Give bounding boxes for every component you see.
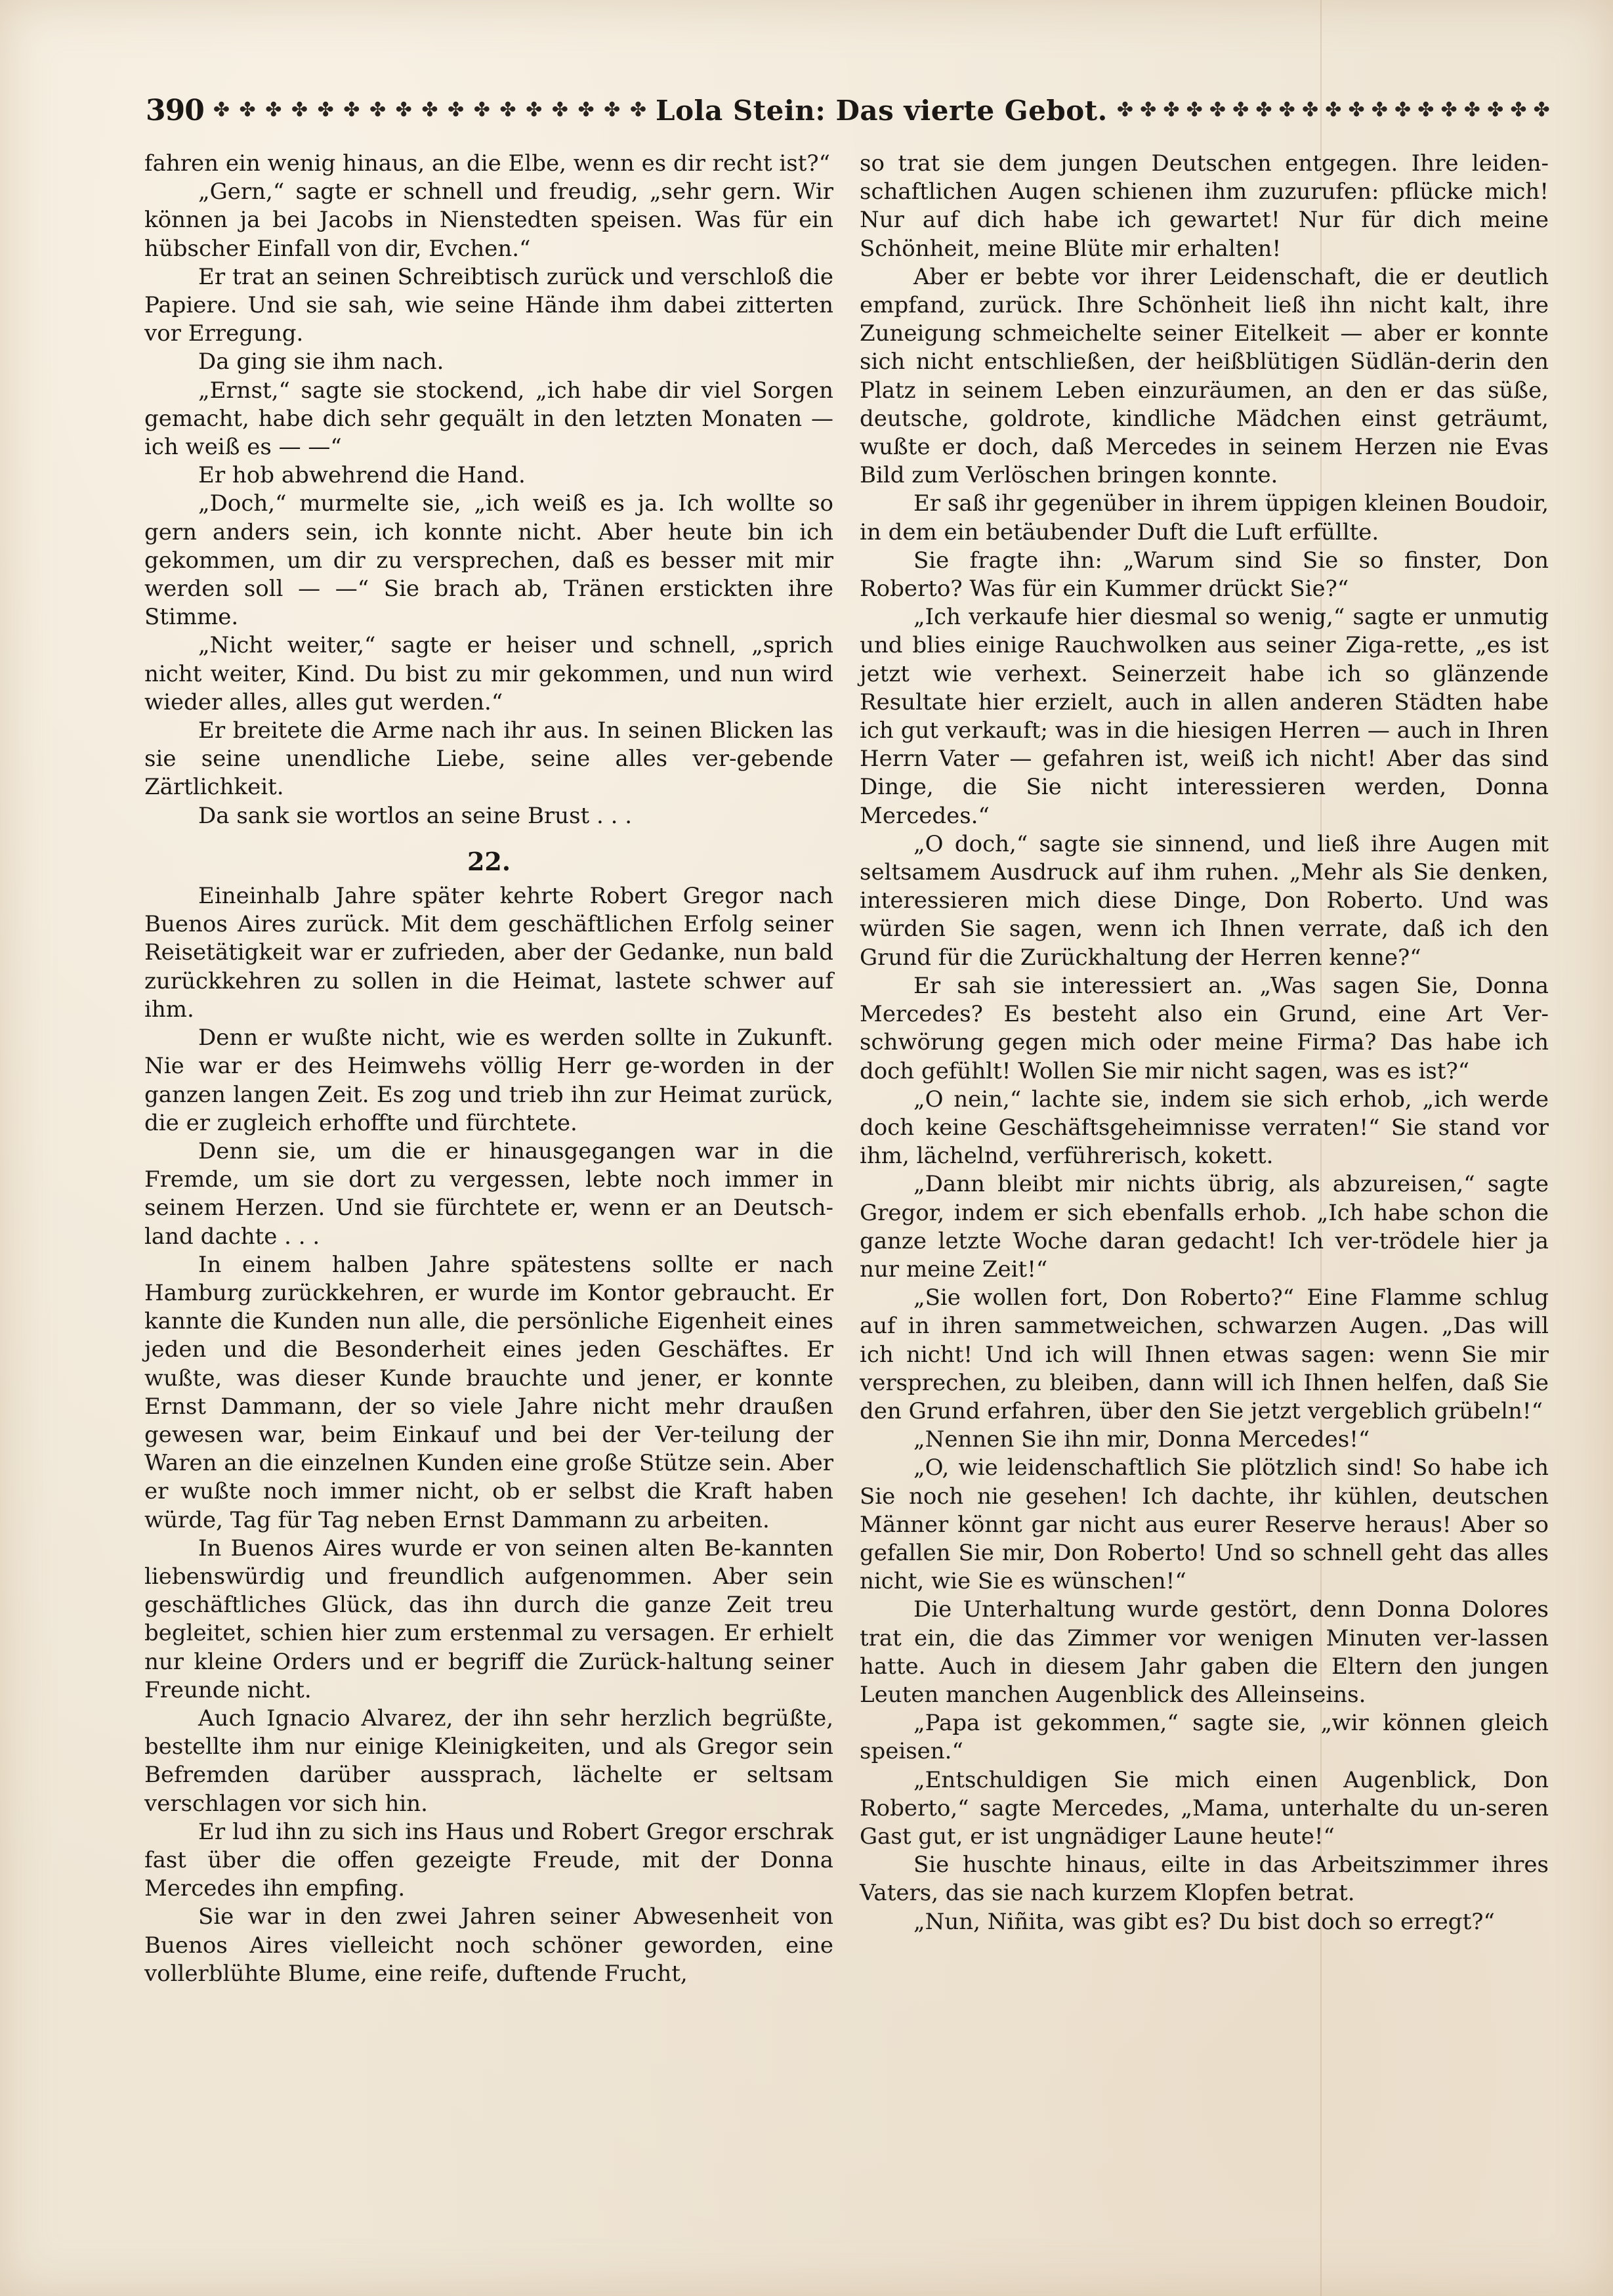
paragraph: „Gern,“ sagte er schnell und freudig, „sehr gern. Wir können ja bei Jacobs in Nienstedten speisen. Was für ein hübscher Einfall von dir, Evchen.“ (144, 179, 833, 262)
quatrefoil-ornament-icon: ✤ (1301, 100, 1319, 121)
paragraph: „O, wie leidenschaftlich Sie plötzlich sind! So habe ich Sie noch nie gesehen! Ich dachte, ihr kühlen, deutschen Männer könnt gar nicht aus eurer Reserve heraus! Aber so gefallen Sie mir, Don Roberto! Und so schnell geht das alles nicht, wie Sie es wünschen!“ (860, 1455, 1549, 1595)
paragraph: „Sie wollen fort, Don Roberto?“ Eine Flamme schlug auf in ihren sammetweichen, schwarzen Augen. „Das will ich nicht! Und ich will Ihnen etwas sagen: wenn Sie mir versprechen, zu bleiben, dann will ich Ihnen helfen, daß Sie den Grund erfahren, über den Sie jetzt vergeblich grübeln!“ (860, 1285, 1549, 1424)
text-column-right (860, 150, 1549, 1936)
paragraph-group-right (860, 150, 1549, 1936)
ornament-rule-right (1117, 100, 1550, 121)
quatrefoil-ornament-icon: ✤ (1278, 100, 1295, 121)
quatrefoil-ornament-icon: ✤ (369, 100, 387, 121)
paragraph: In Buenos Aires wurde er von seinen alten Be-kannten liebenswürdig und freundlich aufgenommen. Aber sein geschäftliches Glück, das ihn durch die ganze Zeit treu begleitet, schien hier zum erstenmal zu versagen. Er erhielt nur kleine Orders und er begriff die Zurück-haltung seiner Freunde nicht. (144, 1535, 833, 1703)
paragraph: fahren ein wenig hinaus, an die Elbe, wenn es dir recht ist?“ (144, 150, 831, 177)
quatrefoil-ornament-icon: ✤ (1325, 100, 1342, 121)
quatrefoil-ornament-icon: ✤ (499, 100, 516, 121)
paragraph: Er breitete die Arme nach ihr aus. In seinen Blicken las sie seine unendliche Liebe, seine alles ver-gebende Zärtlichkeit. (144, 717, 833, 801)
paragraph: Er saß ihr gegenüber in ihrem üppigen kleinen Boudoir, in dem ein betäubender Duft die Luft erfüllte. (860, 490, 1549, 545)
quatrefoil-ornament-icon: ✤ (1255, 100, 1272, 121)
paragraph: „Dann bleibt mir nichts übrig, als abzureisen,“ sagte Gregor, indem er sich ebenfalls erhob. „Ich habe schon die ganze letzte Woche daran gedacht! Ich ver-trödele hier ja nur meine Zeit!“ (860, 1171, 1549, 1283)
quatrefoil-ornament-icon: ✤ (1209, 100, 1226, 121)
ornament-rule-left (213, 100, 646, 121)
paragraph: Sie huschte hinaus, eilte in das Arbeitszimmer ihres Vaters, das sie nach kurzem Klopfen betrat. (860, 1852, 1549, 1907)
quatrefoil-ornament-icon: ✤ (265, 100, 282, 121)
quatrefoil-ornament-icon: ✤ (421, 100, 438, 121)
quatrefoil-ornament-icon: ✤ (604, 100, 621, 121)
paragraph: Er hob abwehrend die Hand. (198, 462, 526, 489)
paragraph: Die Unterhaltung wurde gestört, denn Donna Dolores trat ein, die das Zimmer vor wenigen Minuten ver-lassen hatte. Auch in diesem Jahr gaben die Eltern den jungen Leuten manchen Augenblick des Alleinseins. (860, 1596, 1549, 1708)
quatrefoil-ornament-icon: ✤ (1116, 100, 1133, 121)
page-number: 390 (146, 93, 204, 127)
running-title: Lola Stein: Das vierte Gebot. (656, 94, 1108, 127)
quatrefoil-ornament-icon: ✤ (551, 100, 568, 121)
paragraph: Da sank sie wortlos an seine Brust . . . (198, 802, 633, 829)
paragraph-group-after-chapter (144, 882, 833, 1988)
quatrefoil-ornament-icon: ✤ (473, 100, 490, 121)
running-header (146, 91, 1550, 130)
paragraph: „Entschuldigen Sie mich einen Augenblick, Don Roberto,“ sagte Mercedes, „Mama, unterhalte du un-seren Gast gut, er ist ungnädiger Laune heute!“ (860, 1766, 1549, 1850)
paragraph: Da ging sie ihm nach. (198, 349, 444, 375)
paragraph: „Nun, Niñita, was gibt es? Du bist doch so erregt?“ (913, 1908, 1495, 1935)
quatrefoil-ornament-icon: ✤ (239, 100, 256, 121)
quatrefoil-ornament-icon: ✤ (291, 100, 308, 121)
paragraph: Sie war in den zwei Jahren seiner Abwesenheit von Buenos Aires vielleicht noch schöner geworden, eine vollerblühte Blume, eine reife, duftende Frucht, (144, 1903, 833, 1987)
paragraph: „Ich verkaufe hier diesmal so wenig,“ sagte er unmutig und blies einige Rauchwolken aus seiner Ziga-rette, „es ist jetzt wie verhext. Seinerzeit habe ich so glänzende Resultate hier erzielt, auch in allen anderen Städten habe ich gut verkauft; was in die hiesigen Herren — auch in Ihren Herrn Vater — gefahren ist, weiß ich nicht! Aber das sind Dinge, die Sie nicht interessieren werden, Donna Mercedes.“ (860, 604, 1549, 829)
quatrefoil-ornament-icon: ✤ (526, 100, 543, 121)
paragraph: Sie fragte ihn: „Warum sind Sie so finster, Don Roberto? Was für ein Kummer drückt Sie?“ (860, 547, 1549, 603)
quatrefoil-ornament-icon: ✤ (395, 100, 412, 121)
paragraph: Denn sie, um die er hinausgegangen war in die Fremde, um sie dort zu vergessen, lebte noch immer in seinem Herzen. Und sie fürchtete er, wenn er an Deutsch-land dachte . . . (144, 1137, 833, 1250)
paragraph: „Nennen Sie ihn mir, Donna Mercedes!“ (913, 1426, 1370, 1453)
paragraph: so trat sie dem jungen Deutschen entgegen. Ihre leiden-schaftlichen Augen schienen ihm zuzurufen: pflücke mich! Nur auf dich habe ich gewartet! Nur für dich meine Schönheit, meine Blüte mir erhalten! (860, 150, 1549, 262)
quatrefoil-ornament-icon: ✤ (1371, 100, 1388, 121)
paragraph: Denn er wußte nicht, wie es werden sollte in Zukunft. Nie war er des Heimwehs völlig Herr ge-worden in der ganzen langen Zeit. Es zog und trieb ihn zur Heimat zurück, die er zugleich erhoffte und fürchtete. (144, 1025, 833, 1136)
paragraph: Er trat an seinen Schreibtisch zurück und verschloß die Papiere. Und sie sah, wie seine Hände ihm dabei zitterten vor Erregung. (144, 263, 833, 347)
text-column-left (144, 150, 833, 1988)
quatrefoil-ornament-icon: ✤ (1487, 100, 1504, 121)
quatrefoil-ornament-icon: ✤ (448, 100, 465, 121)
paragraph: „Papa ist gekommen,“ sagte sie, „wir können gleich speisen.“ (860, 1710, 1549, 1765)
quatrefoil-ornament-icon: ✤ (1440, 100, 1457, 121)
paragraph: In einem halben Jahre spätestens sollte er nach Hamburg zurückkehren, er wurde im Kontor gebraucht. Er kannte die Kunden nun alle, die persönliche Eigenheit eines jeden und die Besonderheit eines jeden Geschäftes. Er wußte, was dieser Kunde brauchte und jener, er konnte Ernst Dammann, der so viele Jahre nicht mehr draußen gewesen war, beim Einkauf und bei der Ver-teilung der Waren an die einzelnen Kunden eine große Stütze sein. Aber er wußte noch immer nicht, ob er selbst die Kraft haben würde, Tag für Tag neben Ernst Dammann zu arbeiten. (144, 1251, 833, 1533)
quatrefoil-ornament-icon: ✤ (1140, 100, 1157, 121)
quatrefoil-ornament-icon: ✤ (343, 100, 360, 121)
quatrefoil-ornament-icon: ✤ (1533, 100, 1550, 121)
quatrefoil-ornament-icon: ✤ (317, 100, 334, 121)
quatrefoil-ornament-icon: ✤ (1510, 100, 1527, 121)
paragraph-group-before-chapter (144, 150, 833, 830)
quatrefoil-ornament-icon: ✤ (577, 100, 595, 121)
quatrefoil-ornament-icon: ✤ (1394, 100, 1412, 121)
quatrefoil-ornament-icon: ✤ (1463, 100, 1480, 121)
chapter-number: 22. (467, 846, 511, 876)
quatrefoil-ornament-icon: ✤ (1186, 100, 1203, 121)
paragraph: Er lud ihn zu sich ins Haus und Robert Gregor erschrak fast über die offen gezeigte Freude, mit der Donna Mercedes ihn empfing. (144, 1818, 833, 1902)
quatrefoil-ornament-icon: ✤ (213, 100, 230, 121)
quatrefoil-ornament-icon: ✤ (1348, 100, 1365, 121)
paragraph: Eineinhalb Jahre später kehrte Robert Gregor nach Buenos Aires zurück. Mit dem geschäftlichen Erfolg seiner Reisetätigkeit war er zufrieden, aber der Gedanke, nun bald zurückkehren zu sollen in die Heimat, lastete schwer auf ihm. (144, 883, 833, 1023)
quatrefoil-ornament-icon: ✤ (1163, 100, 1180, 121)
paragraph: Er sah sie interessiert an. „Was sagen Sie, Donna Mercedes? Es besteht also ein Grund, eine Art Ver-schwörung gegen mich oder meine Firma? Das habe ich doch gefühlt! Wollen Sie mir nicht sagen, was es ist?“ (860, 972, 1549, 1084)
quatrefoil-ornament-icon: ✤ (1417, 100, 1435, 121)
paragraph: „O nein,“ lachte sie, indem sie sich erhob, „ich werde doch keine Geschäftsgeheimnisse verraten!“ Sie stand vor ihm, lächelnd, verführerisch, kokett. (860, 1086, 1549, 1170)
quatrefoil-ornament-icon: ✤ (629, 100, 646, 121)
paragraph: „Nicht weiter,“ sagte er heiser und schnell, „sprich nicht weiter, Kind. Du bist zu mir gekommen, und nun wird wieder alles, alles gut werden.“ (144, 632, 833, 715)
quatrefoil-ornament-icon: ✤ (1232, 100, 1249, 121)
paragraph: „O doch,“ sagte sie sinnend, und ließ ihre Augen mit seltsamem Ausdruck auf ihm ruhen. „Mehr als Sie denken, interessieren mich diese Dinge, Don Roberto. Und was würden Sie sagen, wenn ich Ihnen verrate, daß ich den Grund für die Zurückhaltung der Herren kenne?“ (860, 830, 1549, 971)
paragraph: Aber er bebte vor ihrer Leidenschaft, die er deutlich empfand, zurück. Ihre Schönheit ließ ihn nicht kalt, ihre Zuneigung schmeichelte seiner Eitelkeit — aber er konnte sich nicht entschließen, der heißblütigen Südlän-derin den Platz in seinem Leben einzuräumen, an den er das süße, deutsche, goldrote, kindliche Mädchen einst geträumt, wußte er doch, daß Mercedes in seinem Herzen nie Evas Bild zum Verlöschen bringen konnte. (860, 263, 1549, 489)
paragraph: „Doch,“ murmelte sie, „ich weiß es ja. Ich wollte so gern anders sein, ich konnte nicht. Aber heute bin ich gekommen, um dir zu versprechen, daß es besser mit mir werden soll — —“ Sie brach ab, Tränen erstickten ihre Stimme. (144, 490, 833, 631)
paragraph: Auch Ignacio Alvarez, der ihn sehr herzlich begrüßte, bestellte ihm nur einige Kleinigkeiten, und als Gregor sein Befremden darüber aussprach, lächelte er seltsam verschlagen vor sich hin. (144, 1705, 833, 1817)
paragraph: „Ernst,“ sagte sie stockend, „ich habe dir viel Sorgen gemacht, habe dich sehr gequält in den letzten Monaten — ich weiß es — —“ (144, 377, 833, 461)
